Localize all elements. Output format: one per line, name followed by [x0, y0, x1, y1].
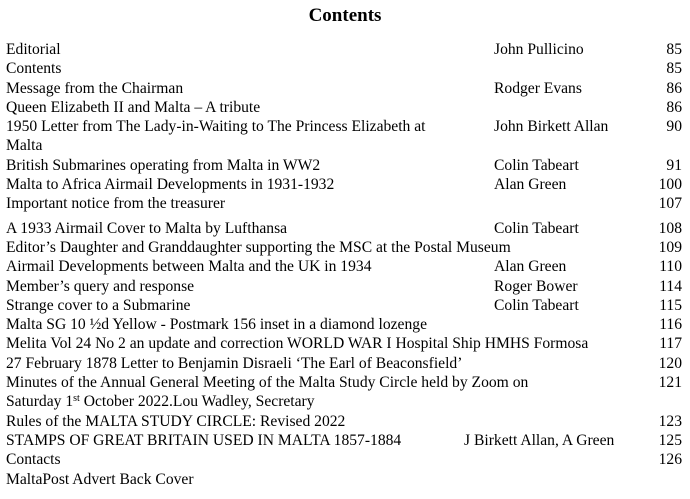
toc-entry	[6, 315, 682, 334]
toc-entry	[6, 238, 682, 257]
entry-page: 85	[666, 60, 682, 78]
entry-title: Strange cover to a Submarine	[6, 296, 191, 314]
entry-author: J Birkett Allan, A Green	[464, 431, 615, 449]
ordinal-suffix: st	[73, 393, 80, 405]
toc-entry	[6, 98, 682, 117]
entry-title: Airmail Developments between Malta and the UK in 1934	[6, 258, 372, 276]
toc-entry	[6, 194, 682, 213]
entry-author: Colin Tabeart	[494, 156, 579, 174]
toc-entry	[6, 277, 682, 296]
entry-page: 121	[658, 374, 682, 392]
entry-page: 120	[658, 354, 682, 372]
entry-title: MaltaPost Advert Back Cover	[6, 470, 194, 488]
entry-title: Contacts	[6, 451, 61, 469]
entry-title: Rules of the MALTA STUDY CIRCLE: Revised 2022	[6, 412, 346, 430]
toc-entry	[6, 354, 682, 373]
toc-entry	[6, 470, 682, 489]
entry-page: 91	[666, 156, 682, 174]
entry-title: Malta SG 10 ½d Yellow - Postmark 156 inset in a diamond lozenge	[6, 316, 427, 334]
entry-title: Malta to Africa Airmail Developments in 1931-1932	[6, 176, 335, 194]
toc-entry	[6, 373, 682, 412]
entry-title-line2: Malta	[6, 137, 43, 155]
entry-page: 85	[666, 41, 682, 58]
toc-entry	[6, 450, 682, 469]
entry-page: 86	[666, 98, 682, 116]
entry-title: Editor’s Daughter and Granddaughter supporting the MSC at the Postal Museum	[6, 238, 511, 256]
entry-title: 27 February 1878 Letter to Benjamin Disraeli ‘The Earl of Beaconsfield’	[6, 354, 463, 372]
entry-author: John Birkett Allan	[494, 118, 609, 136]
entry-title: Important notice from the treasurer	[6, 195, 226, 213]
entry-title: A 1933 Airmail Cover to Malta by Lufthansa	[6, 219, 288, 237]
entry-author: Colin Tabeart	[494, 219, 579, 237]
toc-entry	[6, 156, 682, 175]
entry-title: Member’s query and response	[6, 277, 195, 295]
entry-title: British Submarines operating from Malta in WW2	[6, 156, 321, 174]
entry-title: Melita Vol 24 No 2 an update and correction WORLD WAR I Hospital Ship HMHS Formosa	[6, 335, 589, 353]
entry-page: 125	[658, 431, 682, 449]
entry-author: John Pullicino	[494, 41, 584, 58]
toc-entry	[6, 117, 682, 156]
entry-title-line2-end: October 2022.Lou Wadley, Secretary	[79, 393, 315, 411]
contents-list	[6, 40, 682, 489]
entry-page: 107	[658, 195, 682, 213]
toc-entry	[6, 412, 682, 431]
entry-page: 110	[659, 258, 682, 276]
entry-title-line2-start: Saturday 1	[6, 393, 74, 411]
entry-title: Queen Elizabeth II and Malta – A tribute	[6, 98, 261, 116]
entry-page: 109	[658, 238, 682, 256]
entry-title: Contents	[6, 60, 62, 78]
entry-page: 114	[659, 277, 682, 295]
toc-entry	[6, 296, 682, 315]
entry-page: 86	[666, 79, 682, 97]
entry-page: 123	[658, 412, 682, 430]
entry-page: 90	[666, 118, 682, 136]
entry-page: 126	[658, 451, 682, 469]
toc-entry	[6, 175, 682, 194]
entry-author: Alan Green	[494, 258, 567, 276]
toc-entry	[6, 40, 682, 59]
entry-author: Rodger Evans	[494, 79, 582, 97]
entry-page: 115	[659, 296, 682, 314]
toc-entry	[6, 59, 682, 78]
entry-page: 108	[658, 219, 682, 237]
toc-entry	[6, 431, 682, 450]
toc-entry	[6, 79, 682, 98]
entry-author: Alan Green	[494, 176, 567, 194]
toc-entry	[6, 334, 682, 353]
entry-page: 100	[658, 176, 682, 194]
entry-title: Editorial	[6, 41, 61, 58]
entry-title-line1: Minutes of the Annual General Meeting of the Malta Study Circle held by Zoom on	[6, 374, 529, 392]
entry-page: 117	[659, 335, 682, 353]
toc-entry	[6, 219, 682, 238]
toc-entry	[6, 257, 682, 276]
entry-author: Colin Tabeart	[494, 296, 579, 314]
entry-title: Message from the Chairman	[6, 79, 184, 97]
entry-page: 116	[659, 316, 682, 334]
entry-title: STAMPS OF GREAT BRITAIN USED IN MALTA 1857-1884	[6, 431, 402, 449]
entry-title-line2	[6, 392, 646, 411]
entry-title-line1: 1950 Letter from The Lady-in-Waiting to The Princess Elizabeth at	[6, 118, 426, 136]
entry-author: Roger Bower	[494, 277, 578, 295]
page-title: Contents	[308, 5, 382, 26]
